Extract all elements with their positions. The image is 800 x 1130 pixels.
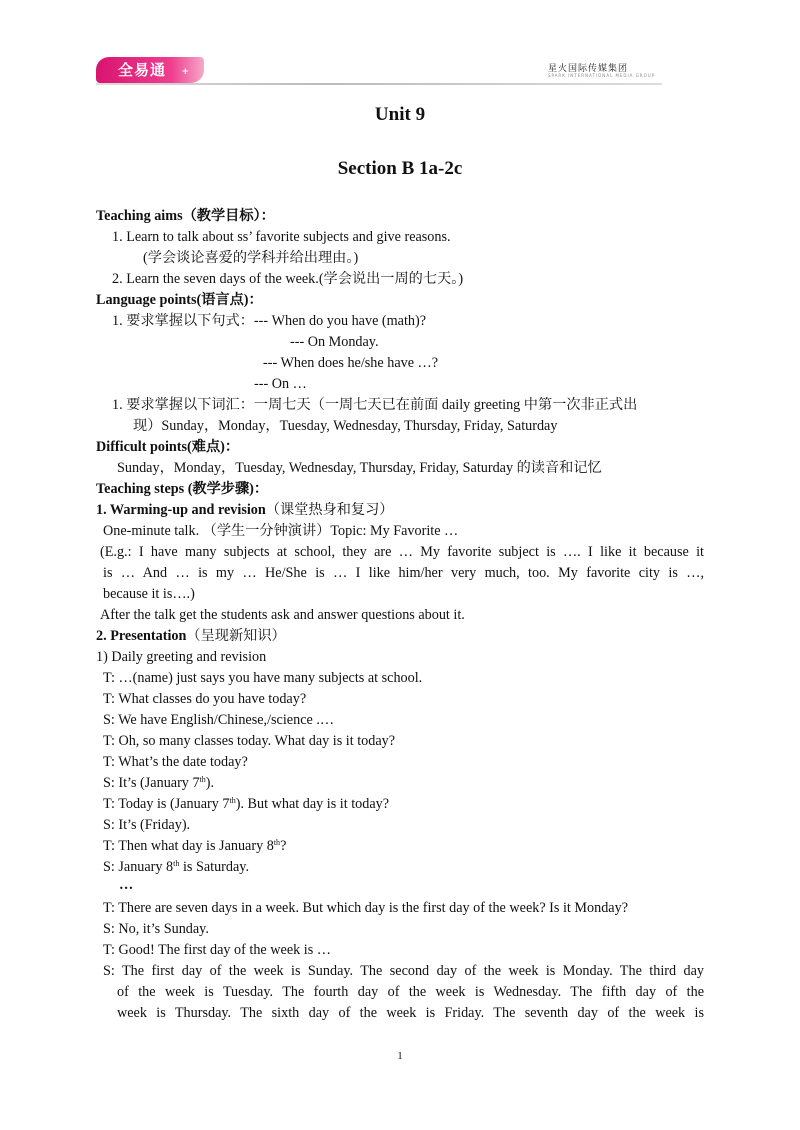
example-line-3: because it is….) xyxy=(103,586,195,602)
heading-teaching-aims: Teaching aims（教学目标）： xyxy=(96,208,275,224)
page-subtitle: Section B 1a-2c xyxy=(337,158,463,179)
aim-1-cn: (学会谈论喜爱的学科并给出理由。) xyxy=(143,250,359,266)
aim-1: 1. Learn to talk about ss’ favorite subjects and give reasons. xyxy=(112,229,451,245)
step-1-title-cn: （课堂热身和复习） xyxy=(265,502,394,518)
ordinal-suffix: th xyxy=(199,775,206,784)
dialogue-line: S: It’s (Friday). xyxy=(103,817,191,833)
dialogue-text: is Saturday. xyxy=(179,859,250,875)
language-point-1-question-2: --- When does he/she have …? xyxy=(263,355,439,371)
step-2-heading xyxy=(96,627,286,645)
language-point-1-answer-2: --- On … xyxy=(254,376,307,392)
logo-spark-icon: + xyxy=(181,67,190,77)
dialogue-line: T: What’s the date today? xyxy=(103,754,248,770)
after-talk: After the talk get the students ask and answer questions about it. xyxy=(100,607,465,623)
dialogue-line: week is Thursday. The sixth day of the week is Friday. The seventh day of the week is xyxy=(117,1005,704,1021)
ordinal-suffix: th xyxy=(229,796,236,805)
header-divider xyxy=(96,83,662,85)
dialogue-line: S: The first day of the week is Sunday. The second day of the week is Monday. The third day xyxy=(103,963,704,979)
language-point-1: 1. 要求掌握以下句式：--- When do you have (math)? xyxy=(112,313,427,329)
heading-difficult-points: Difficult points(难点)： xyxy=(96,439,240,455)
substep-1: 1) Daily greeting and revision xyxy=(96,649,267,665)
dialogue-text: T: Then what day is January 8 xyxy=(103,838,274,854)
dialogue-line: T: There are seven days in a week. But which day is the first day of the week? Is it Monday? xyxy=(103,900,628,916)
heading-language-points: Language points(语言点)： xyxy=(96,292,263,308)
language-point-2-cont: 现）Sunday，Monday，Tuesday, Wednesday, Thursday, Friday, Saturday xyxy=(133,418,558,434)
dialogue-text: S: It’s (January 7 xyxy=(103,775,200,791)
language-point-2: 1. 要求掌握以下词汇：一周七天（一周七天已在前面 daily greeting 中第一次非正式出 xyxy=(112,397,638,413)
dialogue-line xyxy=(103,858,249,876)
dialogue-line xyxy=(103,774,214,792)
logo-text: 全易通 xyxy=(118,61,167,79)
dialogue-line: T: What classes do you have today? xyxy=(103,691,307,707)
ellipsis: … xyxy=(119,877,134,893)
aim-2: 2. Learn the seven days of the week.(学会说出一周的七天。) xyxy=(112,271,464,287)
dialogue-line xyxy=(103,837,286,855)
dialogue-text: ). xyxy=(205,775,215,791)
brand-logo xyxy=(96,57,204,83)
step-1-title: 1. Warming-up and revision xyxy=(96,502,266,518)
heading-teaching-steps: Teaching steps (教学步骤)： xyxy=(96,481,269,497)
dialogue-line xyxy=(103,795,389,813)
difficult-point: Sunday，Monday，Tuesday, Wednesday, Thursday, Friday, Saturday 的读音和记忆 xyxy=(117,460,602,476)
language-point-1-answer: --- On Monday. xyxy=(290,334,379,350)
step-1-heading xyxy=(96,501,393,519)
publisher-subtitle: SPARK INTERNATIONAL MEDIA GROUP xyxy=(548,73,656,78)
page-number: 1 xyxy=(397,1050,403,1062)
step-2-title: 2. Presentation xyxy=(96,628,187,644)
dialogue-line: S: No, it’s Sunday. xyxy=(103,921,209,937)
dialogue-text: S: January 8 xyxy=(103,859,174,875)
example-line-1: (E.g.: I have many subjects at school, they are … My favorite subject is …. I like it because it xyxy=(100,544,704,560)
dialogue-line: T: Good! The first day of the week is … xyxy=(103,942,331,958)
dialogue-line: S: We have English/Chinese,/science .… xyxy=(103,712,335,728)
example-line-2: is … And … is my … He/She is … I like him/her very much, too. My favorite city is …, xyxy=(103,565,704,581)
ordinal-suffix: th xyxy=(173,859,180,868)
dialogue-text: ). But what day is it today? xyxy=(235,796,390,812)
page-title: Unit 9 xyxy=(374,104,426,125)
dialogue-text: T: Today is (January 7 xyxy=(103,796,230,812)
dialogue-text: ? xyxy=(280,838,287,854)
dialogue-line: T: …(name) just says you have many subjects at school. xyxy=(103,670,423,686)
ordinal-suffix: th xyxy=(273,838,281,847)
step-2-title-cn: （呈现新知识） xyxy=(186,628,286,644)
dialogue-line: T: Oh, so many classes today. What day is it today? xyxy=(103,733,396,749)
one-minute-talk: One-minute talk. （学生一分钟演讲）Topic: My Favorite … xyxy=(103,523,459,539)
dialogue-line: of the week is Tuesday. The fourth day of the week is Wednesday. The fifth day of the xyxy=(117,984,704,1000)
publisher-name: 星火国际传媒集团 xyxy=(548,64,629,74)
